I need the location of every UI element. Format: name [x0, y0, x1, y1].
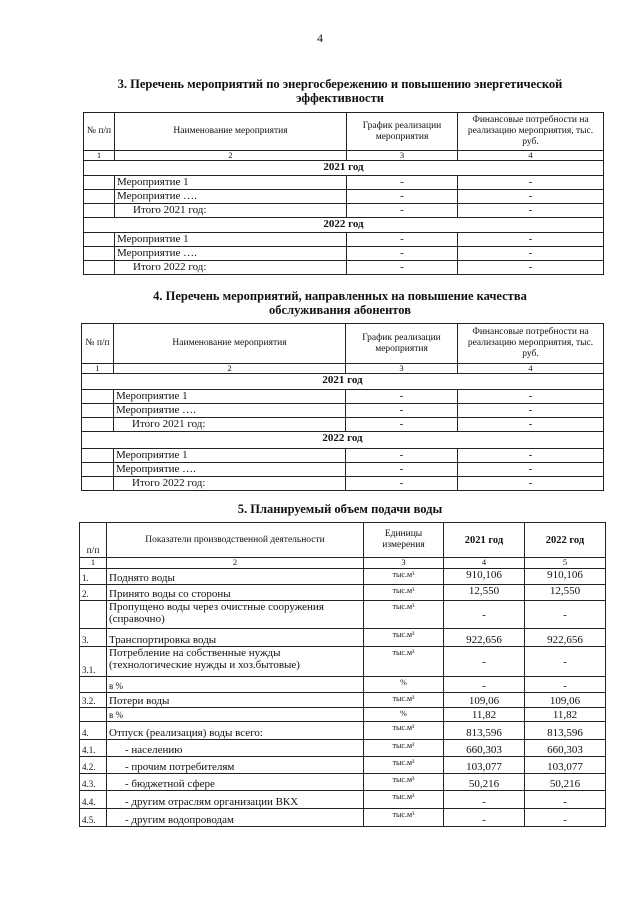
row-name: - прочим потребителям — [107, 757, 364, 774]
section3-title-line1: 3. Перечень мероприятий по энергосбережению и повышению энергетической — [117, 77, 563, 91]
header-num: п/п — [80, 523, 107, 558]
measure-finance: - — [458, 190, 604, 204]
row-unit: тыс.м³ — [364, 722, 444, 740]
row-num: 4.4. — [80, 791, 107, 809]
row-unit: тыс.м³ — [364, 569, 444, 585]
row-2022: 50,216 — [525, 774, 606, 791]
col-number: 4 — [458, 364, 604, 374]
row-2021: 109,06 — [444, 693, 525, 708]
col-number: 3 — [347, 151, 458, 161]
row-2022: 660,303 — [525, 740, 606, 757]
row-num — [80, 677, 107, 693]
row-unit: тыс.м³ — [364, 629, 444, 647]
row-num: 2. — [80, 585, 107, 601]
measure-name: Мероприятие …. — [115, 190, 347, 204]
col-number: 1 — [82, 364, 114, 374]
measure-name: Мероприятие 1 — [115, 176, 347, 190]
total-schedule: - — [346, 418, 458, 432]
year-row: 2022 год — [82, 432, 604, 449]
total-finance: - — [458, 204, 604, 218]
section3-table — [83, 112, 604, 275]
row-unit: тыс.м³ — [364, 740, 444, 757]
row-num: 3. — [80, 629, 107, 647]
section5-title: 5. Планируемый объем подачи воды — [237, 502, 443, 516]
measure-schedule: - — [346, 390, 458, 404]
table-row — [80, 677, 606, 693]
row-2022: - — [525, 809, 606, 827]
row-name: Принято воды со стороны — [107, 585, 364, 601]
row-name: - населению — [107, 740, 364, 757]
row-name: Пропущено воды через очистные сооружения (справочно) — [107, 601, 364, 629]
row-num — [80, 708, 107, 722]
row-2021: 50,216 — [444, 774, 525, 791]
section3-title — [60, 77, 620, 105]
measure-finance: - — [458, 449, 604, 463]
col-number: 2 — [107, 558, 364, 569]
col-number: 3 — [346, 364, 458, 374]
col-number: 1 — [84, 151, 115, 161]
table-row — [80, 809, 606, 827]
total-schedule: - — [347, 204, 458, 218]
table-row — [80, 585, 606, 601]
col-number: 4 — [458, 151, 604, 161]
table-row — [80, 722, 606, 740]
measure-name: Мероприятие …. — [115, 247, 347, 261]
row-2021: - — [444, 677, 525, 693]
section4-title — [60, 289, 620, 317]
row-2022: 813,596 — [525, 722, 606, 740]
row-2022: - — [525, 791, 606, 809]
col-number: 1 — [80, 558, 107, 569]
measure-schedule: - — [347, 190, 458, 204]
total-schedule: - — [347, 261, 458, 275]
row-2021: - — [444, 809, 525, 827]
col-number: 5 — [525, 558, 606, 569]
row-2021: 103,077 — [444, 757, 525, 774]
total-finance: - — [458, 261, 604, 275]
table-row — [80, 774, 606, 791]
total-schedule: - — [346, 477, 458, 491]
header-2022: 2022 год — [525, 523, 606, 558]
measure-schedule: - — [347, 247, 458, 261]
header-name: Наименование мероприятия — [114, 324, 346, 364]
table-row — [80, 740, 606, 757]
measure-finance: - — [458, 176, 604, 190]
row-num: 4.1. — [80, 740, 107, 757]
row-2022: 12,550 — [525, 585, 606, 601]
section4-title-line1: 4. Перечень мероприятий, направленных на повышение качества — [153, 289, 527, 303]
col-number: 2 — [115, 151, 347, 161]
measure-name: Мероприятие 1 — [114, 449, 346, 463]
row-2022: - — [525, 647, 606, 677]
table-row — [80, 601, 606, 629]
header-unit: Единицы измерения — [364, 523, 444, 558]
measure-schedule: - — [347, 176, 458, 190]
col-number: 3 — [364, 558, 444, 569]
row-num: 1. — [80, 569, 107, 585]
header-finance: Финансовые потребности на реализацию мероприятия, тыс. руб. — [458, 324, 604, 364]
measure-name: Мероприятие …. — [114, 404, 346, 418]
header-indicator: Показатели производственной деятельности — [107, 523, 364, 558]
header-schedule: График реализации мероприятия — [346, 324, 458, 364]
section3-title-line2: эффективности — [296, 91, 384, 105]
row-name: Поднято воды — [107, 569, 364, 585]
header-name: Наименование мероприятия — [115, 113, 347, 151]
section4-title-line2: обслуживания абонентов — [269, 303, 411, 317]
row-2022: 922,656 — [525, 629, 606, 647]
row-2022: 910,106 — [525, 569, 606, 585]
row-num: 4.3. — [80, 774, 107, 791]
row-name: Потери воды — [107, 693, 364, 708]
page-number: 4 — [317, 31, 323, 45]
section4-table — [81, 323, 604, 491]
col-number: 4 — [444, 558, 525, 569]
total-finance: - — [458, 418, 604, 432]
section5-table — [79, 522, 606, 827]
row-num: 3.1. — [80, 647, 107, 677]
row-name: Потребление на собственные нужды (технологические нужды и хоз.бытовые) — [107, 647, 364, 677]
measure-name: Мероприятие …. — [114, 463, 346, 477]
measure-schedule: - — [346, 404, 458, 418]
total-finance: - — [458, 477, 604, 491]
table-row — [80, 647, 606, 677]
year-row: 2022 год — [84, 218, 604, 233]
measure-finance: - — [458, 247, 604, 261]
table-row — [80, 757, 606, 774]
measure-finance: - — [458, 233, 604, 247]
row-unit: тыс.м³ — [364, 774, 444, 791]
table-row — [80, 693, 606, 708]
row-name: в % — [107, 708, 364, 722]
row-name: - другим отраслям организации ВКХ — [107, 791, 364, 809]
col-number: 2 — [114, 364, 346, 374]
row-name: Отпуск (реализация) воды всего: — [107, 722, 364, 740]
row-2021: 660,303 — [444, 740, 525, 757]
header-2021: 2021 год — [444, 523, 525, 558]
measure-finance: - — [458, 404, 604, 418]
row-name: - другим водопроводам — [107, 809, 364, 827]
row-2022: 109,06 — [525, 693, 606, 708]
measure-schedule: - — [347, 233, 458, 247]
row-unit: % — [364, 708, 444, 722]
row-2021: 813,596 — [444, 722, 525, 740]
row-unit: тыс.м³ — [364, 809, 444, 827]
row-num — [80, 601, 107, 629]
year-row: 2021 год — [82, 374, 604, 390]
row-2022: - — [525, 601, 606, 629]
measure-schedule: - — [346, 463, 458, 477]
row-2021: - — [444, 601, 525, 629]
row-2021: 12,550 — [444, 585, 525, 601]
measure-name: Мероприятие 1 — [114, 390, 346, 404]
row-unit: тыс.м³ — [364, 585, 444, 601]
row-2021: 910,106 — [444, 569, 525, 585]
row-name: в % — [107, 677, 364, 693]
header-num: № п/п — [84, 113, 115, 151]
row-name: Транспортировка воды — [107, 629, 364, 647]
row-num: 4.2. — [80, 757, 107, 774]
row-2021: - — [444, 647, 525, 677]
row-unit: тыс.м³ — [364, 757, 444, 774]
table-row — [80, 569, 606, 585]
row-2022: 103,077 — [525, 757, 606, 774]
measure-finance: - — [458, 463, 604, 477]
table-row — [80, 629, 606, 647]
total-label: Итого 2021 год: — [115, 204, 347, 218]
header-schedule: График реализации мероприятия — [347, 113, 458, 151]
row-2021: - — [444, 791, 525, 809]
header-num: № п/п — [82, 324, 114, 364]
year-row: 2021 год — [84, 161, 604, 176]
row-num: 3.2. — [80, 693, 107, 708]
row-unit: тыс.м³ — [364, 791, 444, 809]
header-finance: Финансовые потребности на реализацию мероприятия, тыс. руб. — [458, 113, 604, 151]
row-unit: тыс.м³ — [364, 693, 444, 708]
measure-name: Мероприятие 1 — [115, 233, 347, 247]
row-2022: - — [525, 677, 606, 693]
table-row — [80, 708, 606, 722]
row-2022: 11,82 — [525, 708, 606, 722]
measure-finance: - — [458, 390, 604, 404]
row-num: 4. — [80, 722, 107, 740]
table-row — [80, 791, 606, 809]
total-label: Итого 2022 год: — [115, 261, 347, 275]
row-name: - бюджетной сфере — [107, 774, 364, 791]
row-2021: 922,656 — [444, 629, 525, 647]
total-label: Итого 2022 год: — [114, 477, 346, 491]
measure-schedule: - — [346, 449, 458, 463]
row-unit: % — [364, 677, 444, 693]
row-unit: тыс.м³ — [364, 647, 444, 677]
total-label: Итого 2021 год: — [114, 418, 346, 432]
row-2021: 11,82 — [444, 708, 525, 722]
row-num: 4.5. — [80, 809, 107, 827]
row-unit: тыс.м³ — [364, 601, 444, 629]
